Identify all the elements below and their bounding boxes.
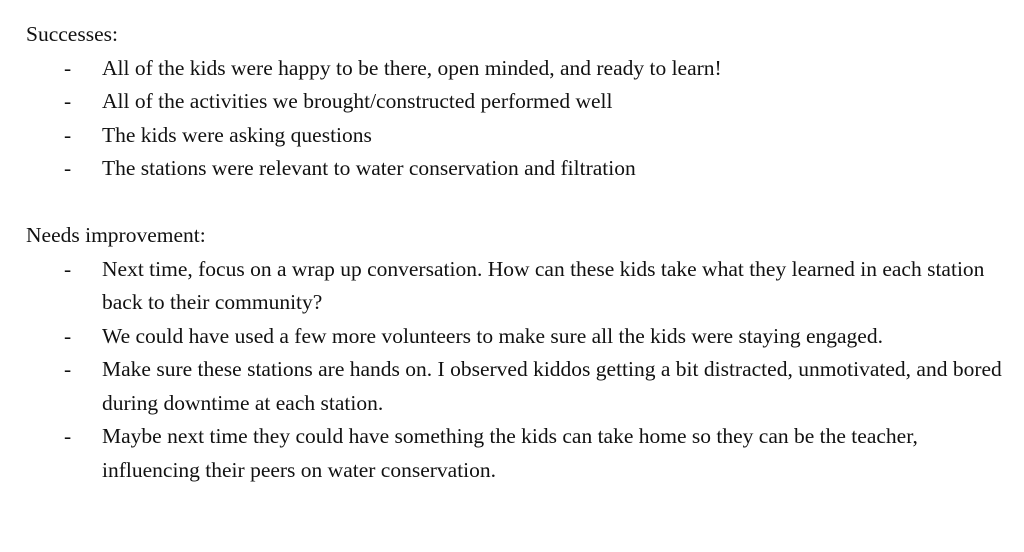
list-item-text: Maybe next time they could have something the kids can take home so they can be the teacher, influencing their peers on water conservation. bbox=[102, 424, 918, 482]
list-item bbox=[26, 52, 1011, 86]
bullet-dash: - bbox=[64, 89, 72, 113]
list-item bbox=[26, 353, 1011, 420]
document-body bbox=[26, 18, 1011, 487]
list-item-text: Next time, focus on a wrap up conversation. How can these kids take what they learned in each station back to their community? bbox=[102, 256, 985, 314]
list-item bbox=[26, 152, 1011, 186]
list-item-text: All of the activities we brought/constructed performed well bbox=[102, 89, 613, 113]
bullet-dash: - bbox=[64, 156, 72, 180]
bullet-dash: - bbox=[64, 424, 72, 448]
section-heading-successes: Successes: bbox=[26, 22, 118, 46]
list-item-text: The stations were relevant to water conservation and filtration bbox=[102, 156, 636, 180]
list-item bbox=[26, 420, 1011, 487]
list-item bbox=[26, 85, 1011, 119]
bullet-dash: - bbox=[64, 55, 72, 80]
list-item bbox=[26, 320, 1011, 354]
list-item-text: The kids were asking questions bbox=[102, 122, 372, 147]
list-item-text: We could have used a few more volunteers to make sure all the kids were staying engaged. bbox=[102, 323, 883, 348]
bullet-dash: - bbox=[64, 122, 72, 147]
list-item bbox=[26, 253, 1011, 320]
list-item bbox=[26, 119, 1011, 153]
successes-list bbox=[26, 52, 1011, 186]
bullet-dash: - bbox=[64, 323, 72, 348]
section-heading-needs-improvement: Needs improvement: bbox=[26, 223, 206, 247]
needs-improvement-section bbox=[26, 219, 1011, 487]
bullet-dash: - bbox=[64, 357, 72, 381]
list-item-text: All of the kids were happy to be there, open minded, and ready to learn! bbox=[102, 55, 722, 80]
successes-section bbox=[26, 18, 1011, 186]
needs-improvement-list bbox=[26, 253, 1011, 488]
bullet-dash: - bbox=[64, 256, 72, 281]
section-spacer bbox=[26, 186, 1011, 220]
list-item-text: Make sure these stations are hands on. I observed kiddos getting a bit distracted, unmotivated, and bored during downtime at each station. bbox=[102, 357, 1002, 415]
